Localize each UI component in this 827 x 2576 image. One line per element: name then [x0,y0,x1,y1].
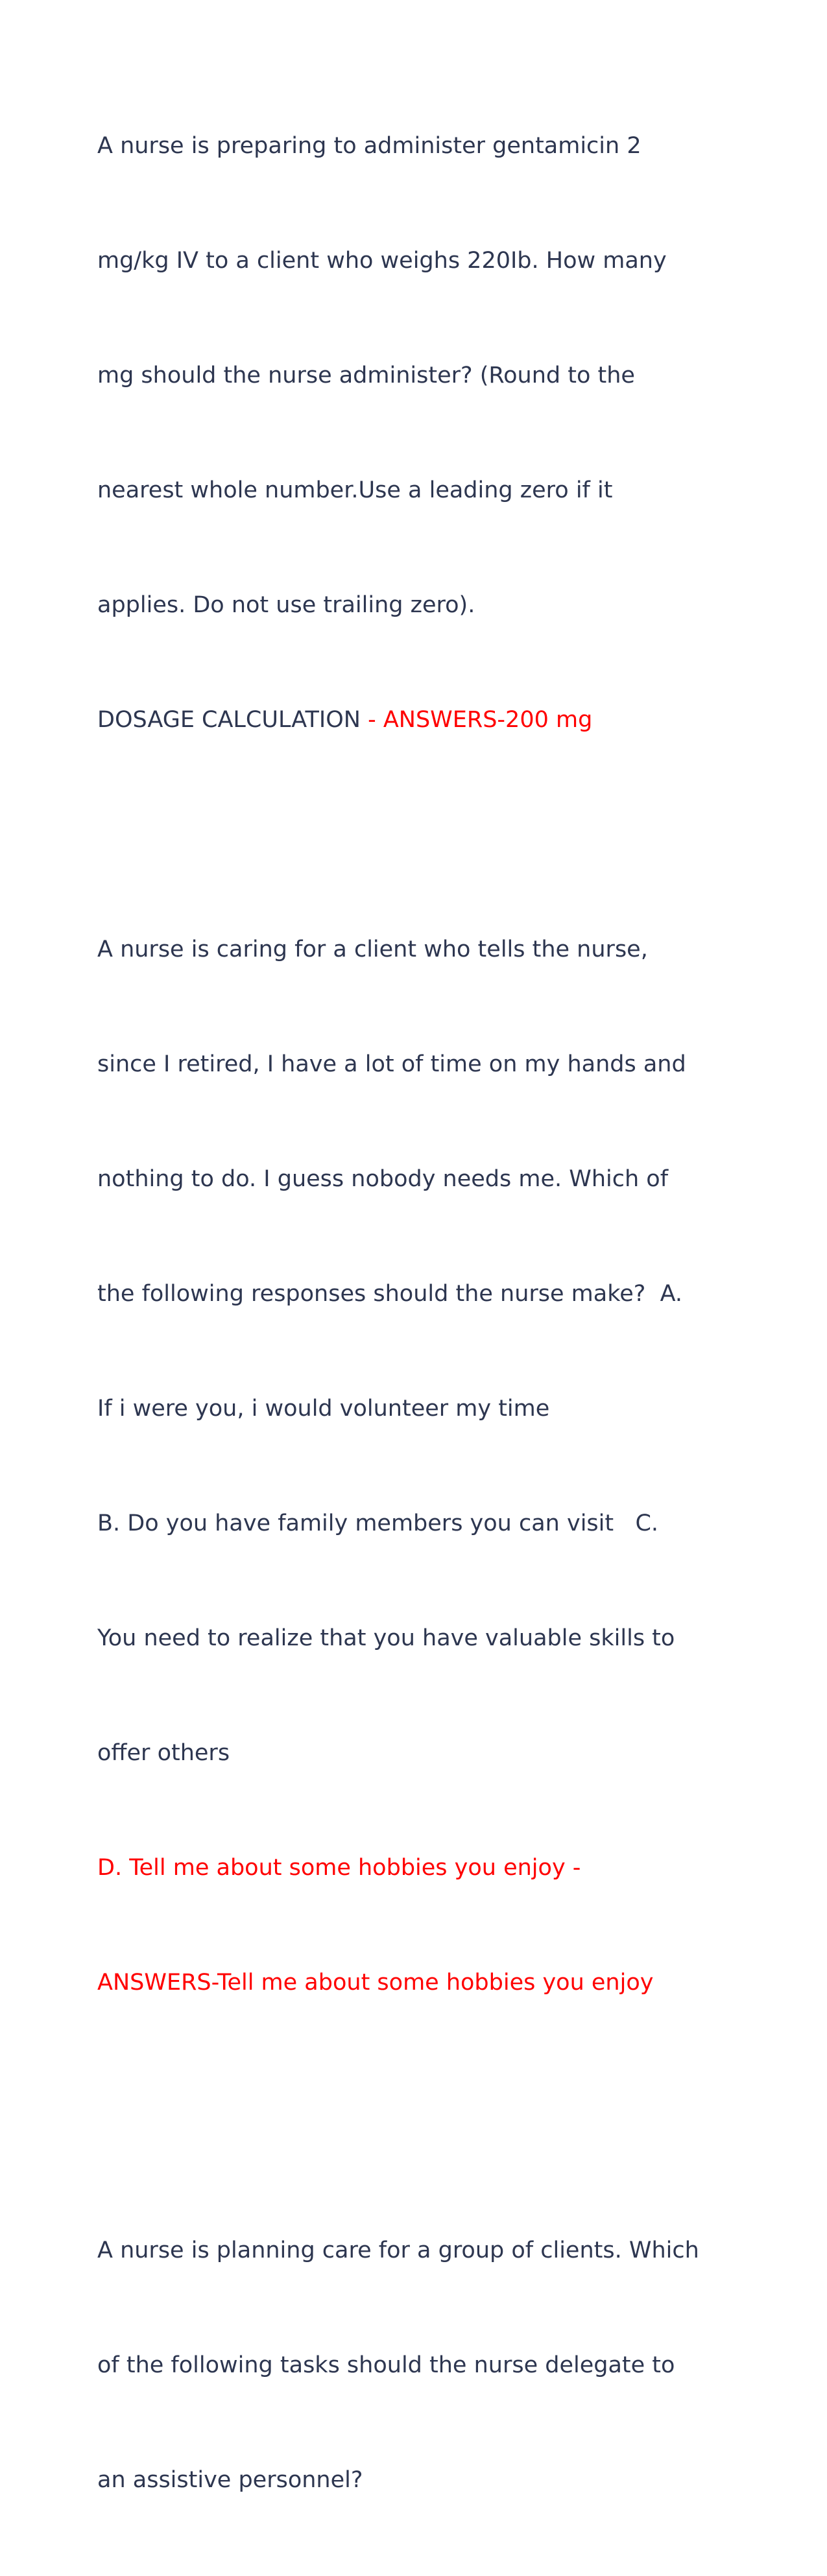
question-line: since I retired, I have a lot of time on my hands and [97,1051,686,1077]
question-line: A nurse is planning care for a group of clients. Which [97,2237,699,2263]
answer-text: - ANSWERS-200 mg [368,707,593,733]
question-1 [97,51,746,816]
question-line [97,701,746,739]
question-3 [97,2155,746,2576]
option-line: B. Do you have family members you can visit C. [97,1510,659,1536]
option-line: offer others [97,1740,230,1766]
question-line: the following responses should the nurse make? A. [97,1281,683,1307]
document-page [97,51,746,2576]
option-line: You need to realize that you have valuable skills to [97,1625,675,1651]
spacer [97,816,746,854]
answer-text: ANSWERS-Tell me about some hobbies you enjoy [97,1970,654,1996]
answer-text: D. Tell me about some hobbies you enjoy - [97,1855,581,1881]
question-line: applies. Do not use trailing zero). [97,592,475,618]
question-line: nothing to do. I guess nobody needs me. Which of [97,1166,669,1192]
question-line: of the following tasks should the nurse delegate to [97,2352,675,2378]
question-line: A nurse is caring for a client who tells the nurse, [97,936,648,962]
spacer [97,2079,746,2155]
question-line: A nurse is preparing to administer gentamicin 2 [97,133,641,159]
question-line: nearest whole number.Use a leading zero if it [97,477,613,503]
question-2 [97,854,746,2079]
question-prefix: DOSAGE CALCULATION [97,707,368,733]
question-line: an assistive personnel? [97,2467,363,2493]
question-line: mg/kg IV to a client who weighs 220Ib. How many [97,248,667,274]
question-line: mg should the nurse administer? (Round to the [97,363,635,388]
option-line: If i were you, i would volunteer my time [97,1396,550,1422]
